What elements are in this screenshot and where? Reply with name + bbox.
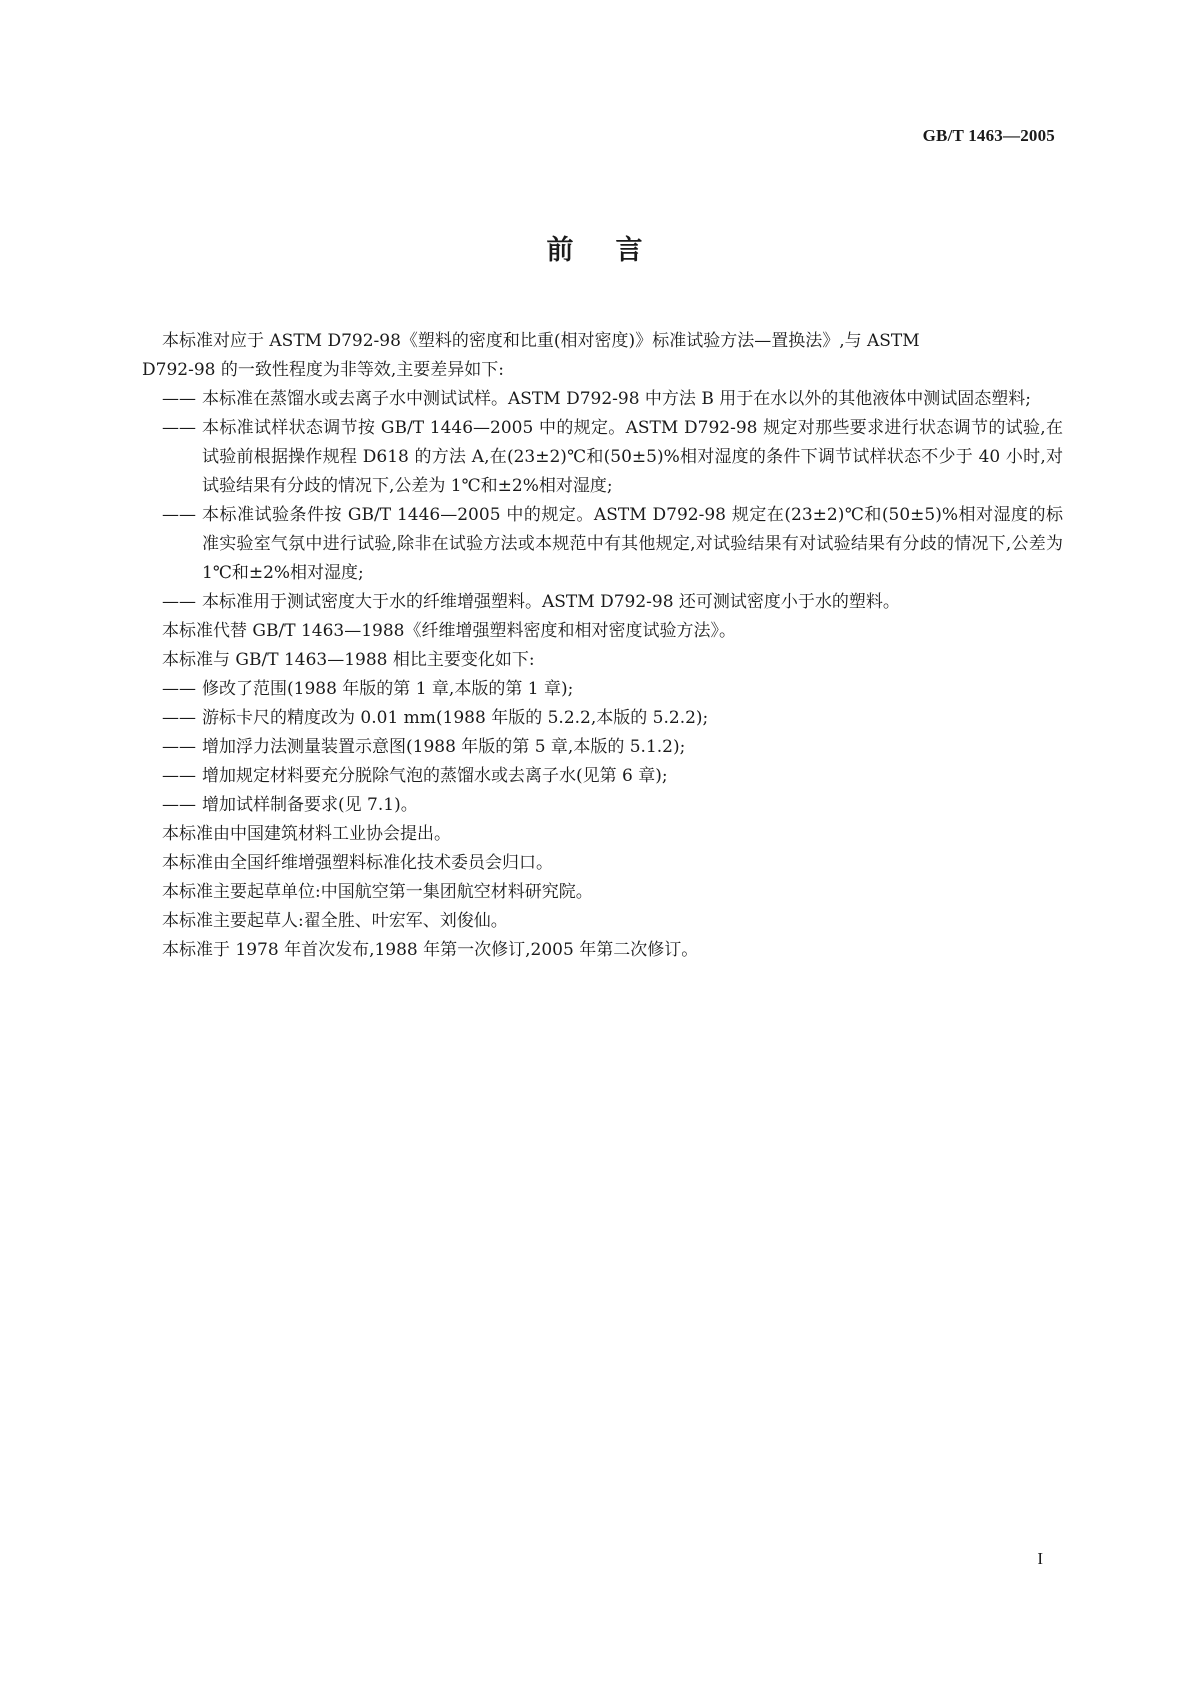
history-paragraph: 本标准于 1978 年首次发布,1988 年第一次修订,2005 年第二次修订。 [162,940,699,960]
dash-marker: —— [162,505,196,525]
page-number: I [1037,1549,1043,1568]
changes-intro-paragraph: 本标准与 GB/T 1463—1988 相比主要变化如下: [162,650,535,670]
change-item [162,704,1063,733]
change-item [162,762,1063,791]
dash-marker: —— [162,389,196,409]
drafting-unit-paragraph: 本标准主要起草单位:中国航空第一集团航空材料研究院。 [162,882,593,902]
dash-marker: —— [162,737,196,757]
dash-marker: —— [162,679,196,699]
difference-item [162,385,1063,414]
difference-text: 本标准用于测试密度大于水的纤维增强塑料。ASTM D792-98 还可测试密度小于水的塑料。 [202,592,900,612]
managed-by-paragraph: 本标准由全国纤维增强塑料标准化技术委员会归口。 [162,853,553,873]
changes-list [162,675,1063,820]
difference-item [162,501,1063,588]
change-item [162,675,1063,704]
intro-line-1: 本标准对应于 ASTM D792-98《塑料的密度和比重(相对密度)》标准试验方法—置换法》,与 ASTM [162,331,920,351]
difference-text: 本标准试验条件按 GB/T 1446—2005 中的规定。ASTM D792-98 规定在(23±2)℃和(50±5)%相对湿度的标准实验室气氛中进行试验,除非在试验方法或本规范中有其他规定,对试验结果有对试验结果有分歧的情况下,公差为 1℃和±2%相对湿度; [202,505,1063,583]
dash-marker: —— [162,418,196,438]
difference-text: 本标准试样状态调节按 GB/T 1446—2005 中的规定。ASTM D792-98 规定对那些要求进行状态调节的试验,在试验前根据操作规程 D618 的方法 A,在(23±2)℃和(50±5)%相对湿度的条件下调节试样状态不少于 40 小时,对试验结果有分歧的情况下,公差为 1℃和±2%相对湿度; [202,418,1063,496]
title-char-2: 言 [615,235,645,266]
page-title [0,228,1191,267]
change-text: 修改了范围(1988 年版的第 1 章,本版的第 1 章); [202,679,574,699]
drafters-paragraph: 本标准主要起草人:翟全胜、叶宏军、刘俊仙。 [162,911,508,931]
change-text: 增加浮力法测量装置示意图(1988 年版的第 5 章,本版的 5.1.2); [202,737,686,757]
proposed-by-paragraph: 本标准由中国建筑材料工业协会提出。 [162,824,451,844]
title-char-1: 前 [546,235,576,266]
standard-code: GB/T 1463—2005 [922,126,1055,145]
dash-marker: —— [162,766,196,786]
dash-marker: —— [162,708,196,728]
change-text: 游标卡尺的精度改为 0.01 mm(1988 年版的 5.2.2,本版的 5.2.2); [202,708,709,728]
change-text: 增加试样制备要求(见 7.1)。 [202,795,418,815]
intro-line-2: D792-98 的一致性程度为非等效,主要差异如下: [142,360,504,380]
replaces-paragraph: 本标准代替 GB/T 1463—1988《纤维增强塑料密度和相对密度试验方法》。 [162,621,736,641]
differences-list [162,385,1063,617]
difference-item [162,414,1063,501]
foreword-body [142,327,1063,965]
difference-item [162,588,1063,617]
change-item [162,791,1063,820]
dash-marker: —— [162,795,196,815]
difference-text: 本标准在蒸馏水或去离子水中测试试样。ASTM D792-98 中方法 B 用于在水以外的其他液体中测试固态塑料; [202,389,1031,409]
dash-marker: —— [162,592,196,612]
change-item [162,733,1063,762]
intro-paragraph [142,327,1063,385]
change-text: 增加规定材料要充分脱除气泡的蒸馏水或去离子水(见第 6 章); [202,766,668,786]
